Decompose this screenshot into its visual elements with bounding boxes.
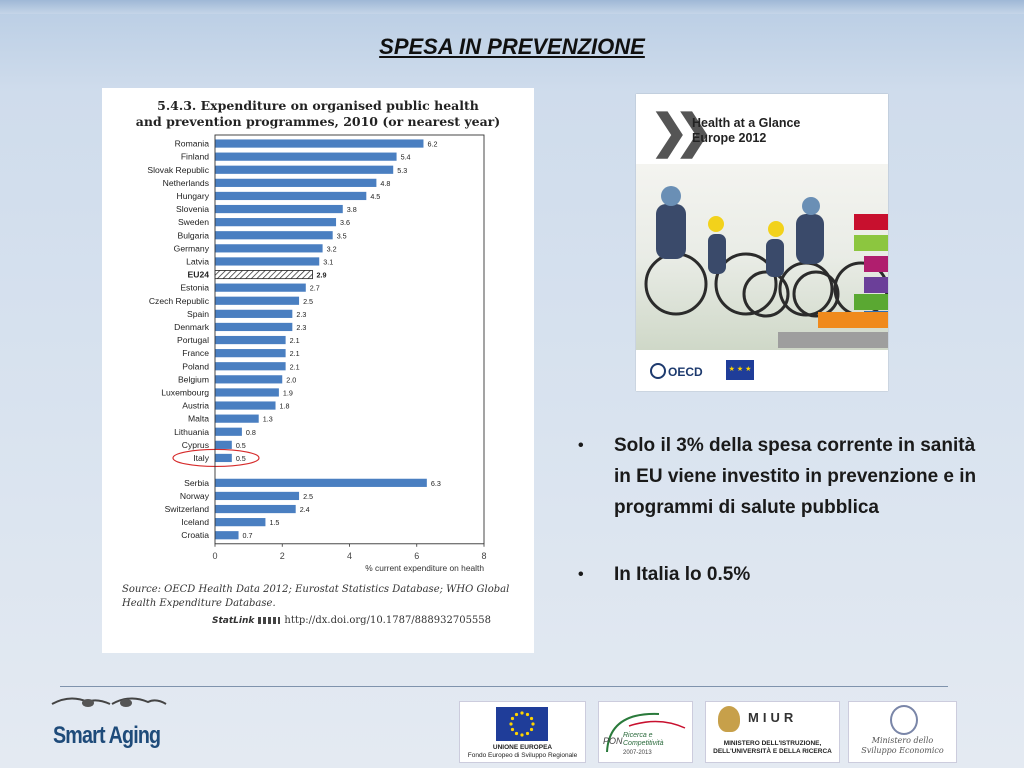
bar	[215, 505, 296, 513]
category-label: Estonia	[180, 282, 209, 293]
category-label: Germany	[173, 243, 209, 254]
bullet-item	[578, 430, 978, 523]
eu-flag-icon	[496, 707, 548, 741]
star	[520, 733, 523, 736]
cover-title	[692, 116, 800, 146]
category-label: Italy	[193, 452, 209, 463]
pon-logo	[598, 701, 693, 763]
category-label: Portugal	[176, 335, 209, 346]
category-label: Hungary	[176, 190, 209, 201]
smart-aging-text: Smart Aging	[53, 722, 161, 749]
chart-title-line-1: 5.4.3. Expenditure on organised public health	[157, 98, 479, 113]
emblem-icon	[890, 705, 918, 735]
category-label: Slovenia	[176, 204, 209, 215]
value-label: 2.4	[299, 505, 310, 515]
value-label: 5.3	[397, 165, 408, 175]
smart-aging-logo	[50, 690, 180, 760]
eu-flag-icon: ★ ★ ★	[726, 360, 754, 380]
emblem-icon	[718, 706, 740, 732]
star	[515, 732, 518, 735]
category-label: Croatia	[181, 530, 209, 541]
bar	[215, 388, 279, 396]
star	[530, 728, 533, 731]
category-label: Slovak Republic	[147, 164, 209, 175]
category-label: Poland	[182, 361, 209, 372]
logo-caption: Ministero dello	[871, 736, 934, 745]
color-stripe	[864, 277, 888, 293]
logo-caption: Sviluppo Economico	[861, 746, 944, 755]
cyclist	[708, 234, 726, 274]
x-axis-label: % current expenditure on health	[365, 562, 484, 573]
value-label: 6.2	[427, 139, 438, 149]
category-label: Serbia	[184, 477, 209, 488]
bike-wheel	[646, 254, 706, 314]
logo-caption: 2007-2013	[623, 750, 652, 756]
eu-logo	[459, 701, 586, 763]
bar	[215, 531, 239, 539]
value-label: 2.5	[303, 296, 314, 306]
bullet-item	[578, 559, 978, 590]
bar	[215, 454, 232, 462]
statlink-icon	[258, 617, 280, 624]
category-label: Denmark	[174, 321, 209, 332]
star	[511, 717, 514, 720]
value-label: 2.1	[289, 349, 300, 359]
category-label: Lithuania	[174, 426, 209, 437]
bar	[215, 205, 343, 213]
value-label: 2.3	[296, 322, 307, 332]
bar-chart	[102, 88, 534, 653]
x-tick-label: 6	[414, 550, 420, 561]
star	[520, 711, 523, 714]
cover-title-line-1: Health at a Glance	[692, 116, 801, 130]
logo-caption: Ricerca e Competitività	[623, 732, 664, 747]
bar	[215, 244, 323, 252]
logo-caption: Fondo Europeo di Sviluppo Regionale	[467, 752, 578, 759]
miur-logo	[705, 701, 840, 763]
bar	[215, 479, 427, 487]
cyclist	[796, 214, 824, 264]
bar	[215, 297, 299, 305]
bar	[215, 349, 286, 357]
birds-icon	[50, 690, 180, 720]
value-label: 2.0	[286, 375, 297, 385]
logo-caption: DELL'UNIVERSITÀ E DELLA RICERCA	[713, 748, 832, 755]
bar	[215, 153, 397, 161]
oecd-mark-icon	[650, 363, 666, 379]
x-tick-label: 0	[212, 550, 218, 561]
star	[511, 728, 514, 731]
chart-source: Source: OECD Health Data 2012; Eurostat Statistics Database; WHO Global Health Expenditure Database.	[122, 584, 510, 609]
bar	[215, 139, 423, 147]
bullet-text: In Italia lo 0.5%	[614, 564, 751, 585]
oecd-logo: OECD	[650, 363, 703, 379]
bullet-icon: •	[578, 566, 584, 583]
cyclist	[766, 239, 784, 277]
color-stripe	[864, 256, 888, 272]
bar	[215, 518, 265, 526]
value-label: 0.7	[242, 531, 253, 541]
color-stripe	[818, 312, 888, 328]
category-label: Latvia	[186, 256, 209, 267]
category-label: Iceland	[181, 517, 209, 528]
color-stripe	[854, 294, 888, 310]
bar	[215, 375, 282, 383]
bar	[215, 179, 376, 187]
category-label: Switzerland	[164, 504, 209, 515]
value-label: 2.7	[309, 283, 320, 293]
star	[526, 732, 529, 735]
star	[526, 713, 529, 716]
x-tick-label: 4	[346, 550, 353, 561]
star	[531, 722, 534, 725]
logo-caption: PON	[603, 736, 623, 746]
logo-caption: UNIONE EUROPEA	[492, 744, 553, 751]
value-label: 2.3	[296, 309, 307, 319]
bar	[215, 310, 292, 318]
top-bar	[0, 0, 1024, 14]
x-tick-label: 8	[481, 550, 487, 561]
value-label: 1.9	[282, 388, 293, 398]
category-label: Luxembourg	[161, 387, 209, 398]
bar	[215, 257, 319, 265]
bar	[215, 336, 286, 344]
category-label: Cyprus	[181, 439, 209, 450]
bar	[215, 284, 306, 292]
bar	[215, 441, 232, 449]
value-label: 3.5	[336, 231, 347, 241]
statlink[interactable]	[212, 615, 491, 626]
statlink-label: StatLink	[212, 616, 255, 626]
category-label: France	[182, 348, 209, 359]
category-label: Malta	[187, 413, 209, 424]
category-label: EU24	[187, 269, 209, 280]
x-tick-label: 2	[279, 550, 285, 561]
chevron-logo-icon: ❯❯	[650, 105, 700, 157]
category-label: Czech Republic	[148, 295, 209, 306]
value-label: 0.5	[235, 453, 246, 463]
category-label: Finland	[180, 151, 209, 162]
logo-caption: MINISTERO DELL'ISTRUZIONE,	[723, 740, 822, 747]
footer-divider	[60, 686, 948, 687]
bar	[215, 192, 366, 200]
category-label: Austria	[182, 400, 209, 411]
star	[509, 722, 512, 725]
bar	[215, 270, 313, 278]
eu-stars	[496, 707, 548, 741]
value-label: 0.5	[235, 440, 246, 450]
category-label: Spain	[187, 308, 209, 319]
color-stripe	[854, 214, 888, 230]
bar	[215, 415, 259, 423]
mse-logo	[848, 701, 957, 763]
value-label: 3.8	[346, 205, 357, 215]
value-label: 2.5	[303, 491, 314, 501]
bar	[215, 323, 292, 331]
value-label: 4.5	[370, 191, 381, 201]
chart-figure	[102, 88, 534, 653]
value-label: 2.1	[289, 336, 300, 346]
statlink-url[interactable]: http://dx.doi.org/10.1787/888932705558	[284, 615, 492, 626]
bar	[215, 401, 276, 409]
bullet-text: Solo il 3% della spesa corrente in sanità in EU viene investito in prevenzione e in programmi di salute pubblica	[614, 435, 977, 518]
value-label: 4.8	[380, 178, 391, 188]
bullet-icon: •	[578, 437, 584, 454]
value-label: 5.4	[400, 152, 411, 162]
value-label: 1.5	[269, 518, 280, 528]
value-label: 3.1	[323, 257, 334, 267]
category-label: Netherlands	[162, 177, 209, 188]
value-label: 3.2	[326, 244, 337, 254]
bar	[215, 231, 333, 239]
bar	[215, 492, 299, 500]
value-label: 3.6	[340, 218, 351, 228]
bar	[215, 218, 336, 226]
cover-title-line-2: Europe 2012	[692, 131, 767, 145]
star	[515, 713, 518, 716]
cyclist	[656, 204, 686, 259]
bullet-list	[578, 430, 978, 590]
category-label: Belgium	[177, 374, 209, 385]
color-stripe	[854, 235, 888, 251]
logo-caption: MIUR	[748, 710, 798, 725]
category-label: Sweden	[177, 217, 209, 228]
star	[530, 717, 533, 720]
chart-title-line-2: and prevention programmes, 2010 (or nearest year)	[135, 114, 501, 129]
slide-title: SPESA IN PREVENZIONE	[379, 34, 645, 59]
color-stripe	[778, 332, 888, 348]
category-label: Romania	[174, 138, 209, 149]
value-label: 1.8	[279, 401, 290, 411]
category-label: Bulgaria	[177, 230, 209, 241]
value-label: 2.9	[316, 270, 327, 280]
bar	[215, 362, 286, 370]
value-label: 1.3	[262, 414, 273, 424]
category-label: Norway	[179, 490, 209, 501]
bar	[215, 166, 393, 174]
value-label: 0.8	[245, 427, 256, 437]
value-label: 2.1	[289, 362, 300, 372]
book-cover	[636, 94, 888, 391]
value-label: 6.3	[430, 478, 441, 488]
bar	[215, 428, 242, 436]
cover-footer	[636, 350, 888, 391]
